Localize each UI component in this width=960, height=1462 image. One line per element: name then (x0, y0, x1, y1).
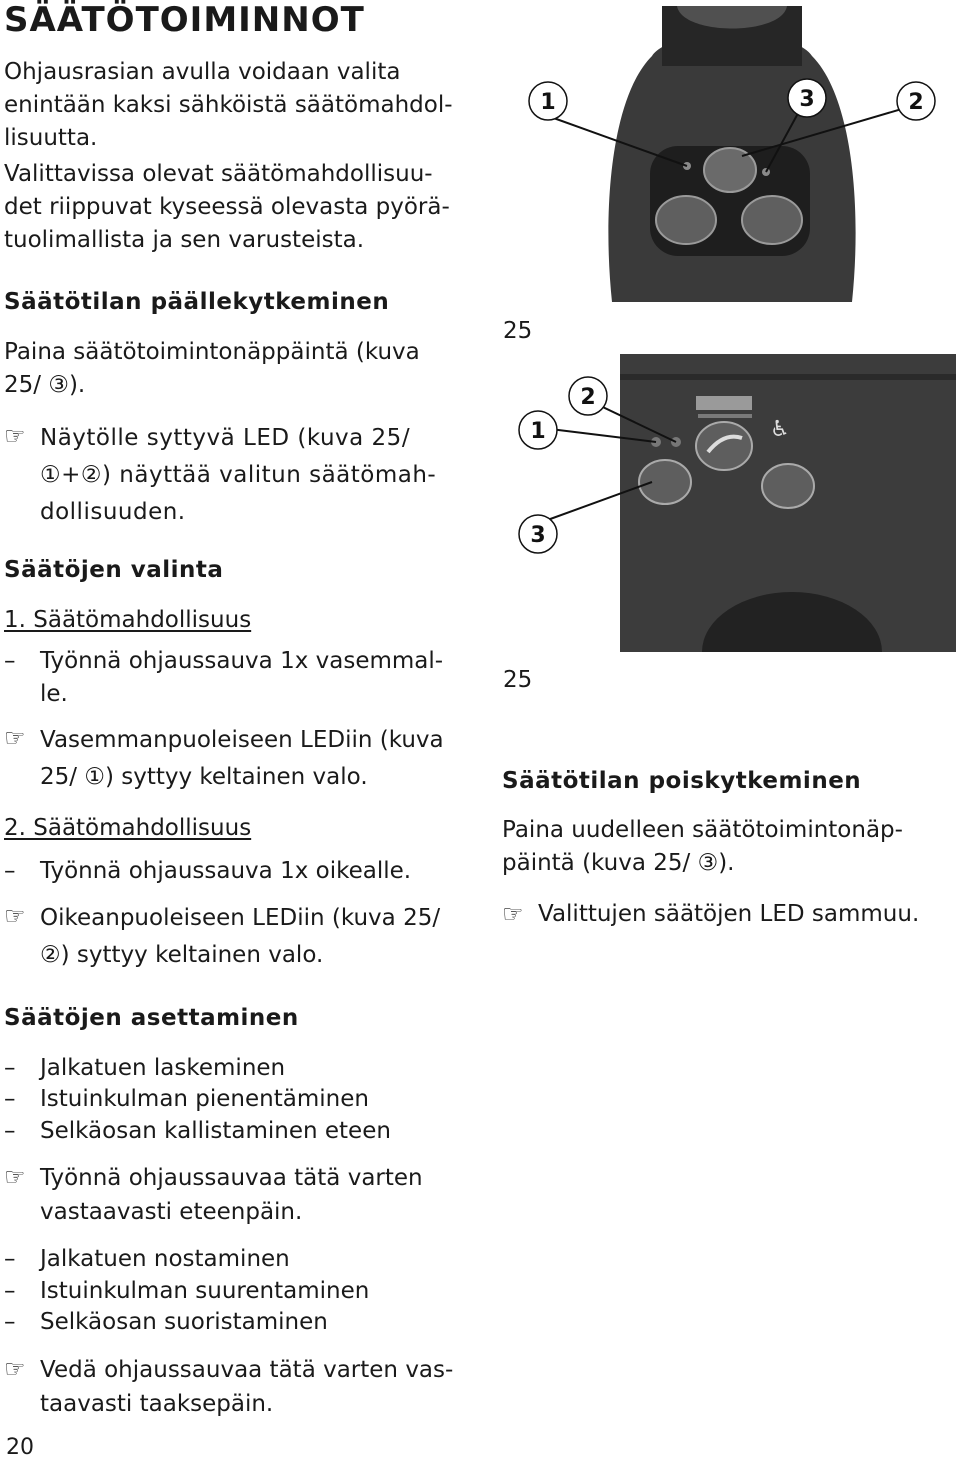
section-heading-switch-off: Säätötilan poiskytkeminen (502, 768, 862, 794)
intro-paragraph-1 (4, 56, 453, 155)
text-line: Valittujen säätöjen LED sammuu. (538, 901, 920, 927)
text-line: dollisuuden. (40, 499, 186, 525)
text-line: Istuinkulman pienentäminen (40, 1086, 369, 1112)
section-heading-selection: Säätöjen valinta (4, 557, 224, 583)
pointing-hand-icon: ☞ (4, 1163, 26, 1191)
text-line: enintään kaksi sähköistä säätömahdol- (4, 92, 453, 118)
dash-bullet: – (4, 1309, 16, 1335)
section-heading-adjust: Säätöjen asettaminen (4, 1005, 299, 1031)
text-line: taavasti taaksepäin. (40, 1391, 274, 1417)
dash-bullet: – (4, 648, 16, 674)
text-line: ①+②) näyttää valitun säätömah- (40, 462, 437, 488)
text-line: Valittavissa olevat säätömahdollisuu- (4, 161, 433, 187)
switch-off-note (502, 898, 952, 932)
adjust-list-item (4, 1275, 464, 1309)
pointing-hand-icon: ☞ (4, 902, 26, 930)
dash-bullet: – (4, 1086, 16, 1112)
option-2-heading: 2. Säätömahdollisuus (4, 815, 252, 841)
text-line: 25/ ①) syttyy keltainen valo. (40, 764, 368, 790)
text-line: Paina uudelleen säätötoimintonäp- (502, 817, 903, 843)
adjust-note-forward (4, 1161, 464, 1231)
callout-label: 3 (799, 87, 815, 112)
page-title: SÄÄTÖTOIMINNOT (4, 0, 365, 40)
dash-bullet: – (4, 858, 16, 884)
figure-label: 25 (503, 667, 533, 693)
adjust-list-item (4, 1115, 464, 1149)
adjust-list-item (4, 1306, 464, 1340)
text-line: Näytölle syttyvä LED (kuva 25/ (40, 425, 411, 451)
text-line: Istuinkulman suurentaminen (40, 1278, 370, 1304)
option-1-heading: 1. Säätömahdollisuus (4, 607, 252, 633)
text-line: Jalkatuen nostaminen (40, 1246, 290, 1272)
intro-paragraph-2 (4, 158, 450, 257)
text-line: det riippuvat kyseessä olevasta pyörä- (4, 194, 450, 220)
callout-label: 2 (908, 90, 924, 115)
figure-control-panel-photo (502, 354, 956, 652)
text-line: Paina säätötoimintonäppäintä (kuva (4, 339, 420, 365)
text-line: Työnnä ohjaussauvaa tätä varten (40, 1165, 423, 1191)
text-line: Työnnä ohjaussauva 1x vasemmal- (40, 648, 444, 674)
callout-label: 1 (530, 419, 546, 444)
dash-bullet: – (4, 1055, 16, 1081)
page-number: 20 (6, 1435, 34, 1460)
pointing-hand-icon: ☞ (4, 422, 26, 450)
dash-bullet: – (4, 1118, 16, 1144)
callout-label: 3 (530, 523, 546, 548)
control-panel-illustration (502, 354, 956, 652)
switch-on-note (4, 420, 464, 530)
figure-label: 25 (503, 318, 533, 344)
text-line: Selkäosan suoristaminen (40, 1309, 328, 1335)
text-line: Jalkatuen laskeminen (40, 1055, 286, 1081)
text-line: Ohjausrasian avulla voidaan valita (4, 59, 401, 85)
option-2-note (4, 900, 464, 980)
text-line: tuolimallista ja sen varusteista. (4, 227, 365, 253)
text-line: Vasemmanpuoleiseen LEDiin (kuva (40, 727, 444, 753)
switch-on-paragraph (4, 336, 420, 402)
pointing-hand-icon: ☞ (502, 900, 524, 928)
option-1-note (4, 722, 464, 802)
adjust-list-item (4, 1052, 464, 1086)
figure-joystick-top-photo (502, 6, 956, 302)
text-line: Työnnä ohjaussauva 1x oikealle. (40, 858, 412, 884)
joystick-top-illustration (502, 6, 956, 302)
text-line: päintä (kuva 25/ ③). (502, 850, 735, 876)
callout-label: 2 (580, 385, 596, 410)
text-line: Vedä ohjaussauvaa tätä varten vas- (40, 1357, 454, 1383)
text-line: lisuutta. (4, 125, 98, 151)
text-line: Selkäosan kallistaminen eteen (40, 1118, 391, 1144)
option-1-list-item (4, 645, 464, 715)
svg-text:♿: ♿ (770, 417, 790, 442)
adjust-list-item (4, 1243, 464, 1277)
switch-off-paragraph (502, 814, 903, 880)
option-2-list-item (4, 855, 464, 889)
text-line: vastaavasti eteenpäin. (40, 1199, 303, 1225)
dash-bullet: – (4, 1246, 16, 1272)
adjust-note-backward (4, 1353, 464, 1423)
text-line: le. (40, 681, 68, 707)
section-heading-switch-on: Säätötilan päällekytkeminen (4, 289, 390, 315)
pointing-hand-icon: ☞ (4, 724, 26, 752)
dash-bullet: – (4, 1278, 16, 1304)
text-line: ②) syttyy keltainen valo. (40, 942, 324, 968)
adjust-list-item (4, 1083, 464, 1117)
callout-label: 1 (540, 90, 556, 115)
pointing-hand-icon: ☞ (4, 1355, 26, 1383)
text-line: 25/ ③). (4, 372, 86, 398)
text-line: Oikeanpuoleiseen LEDiin (kuva 25/ (40, 905, 441, 931)
